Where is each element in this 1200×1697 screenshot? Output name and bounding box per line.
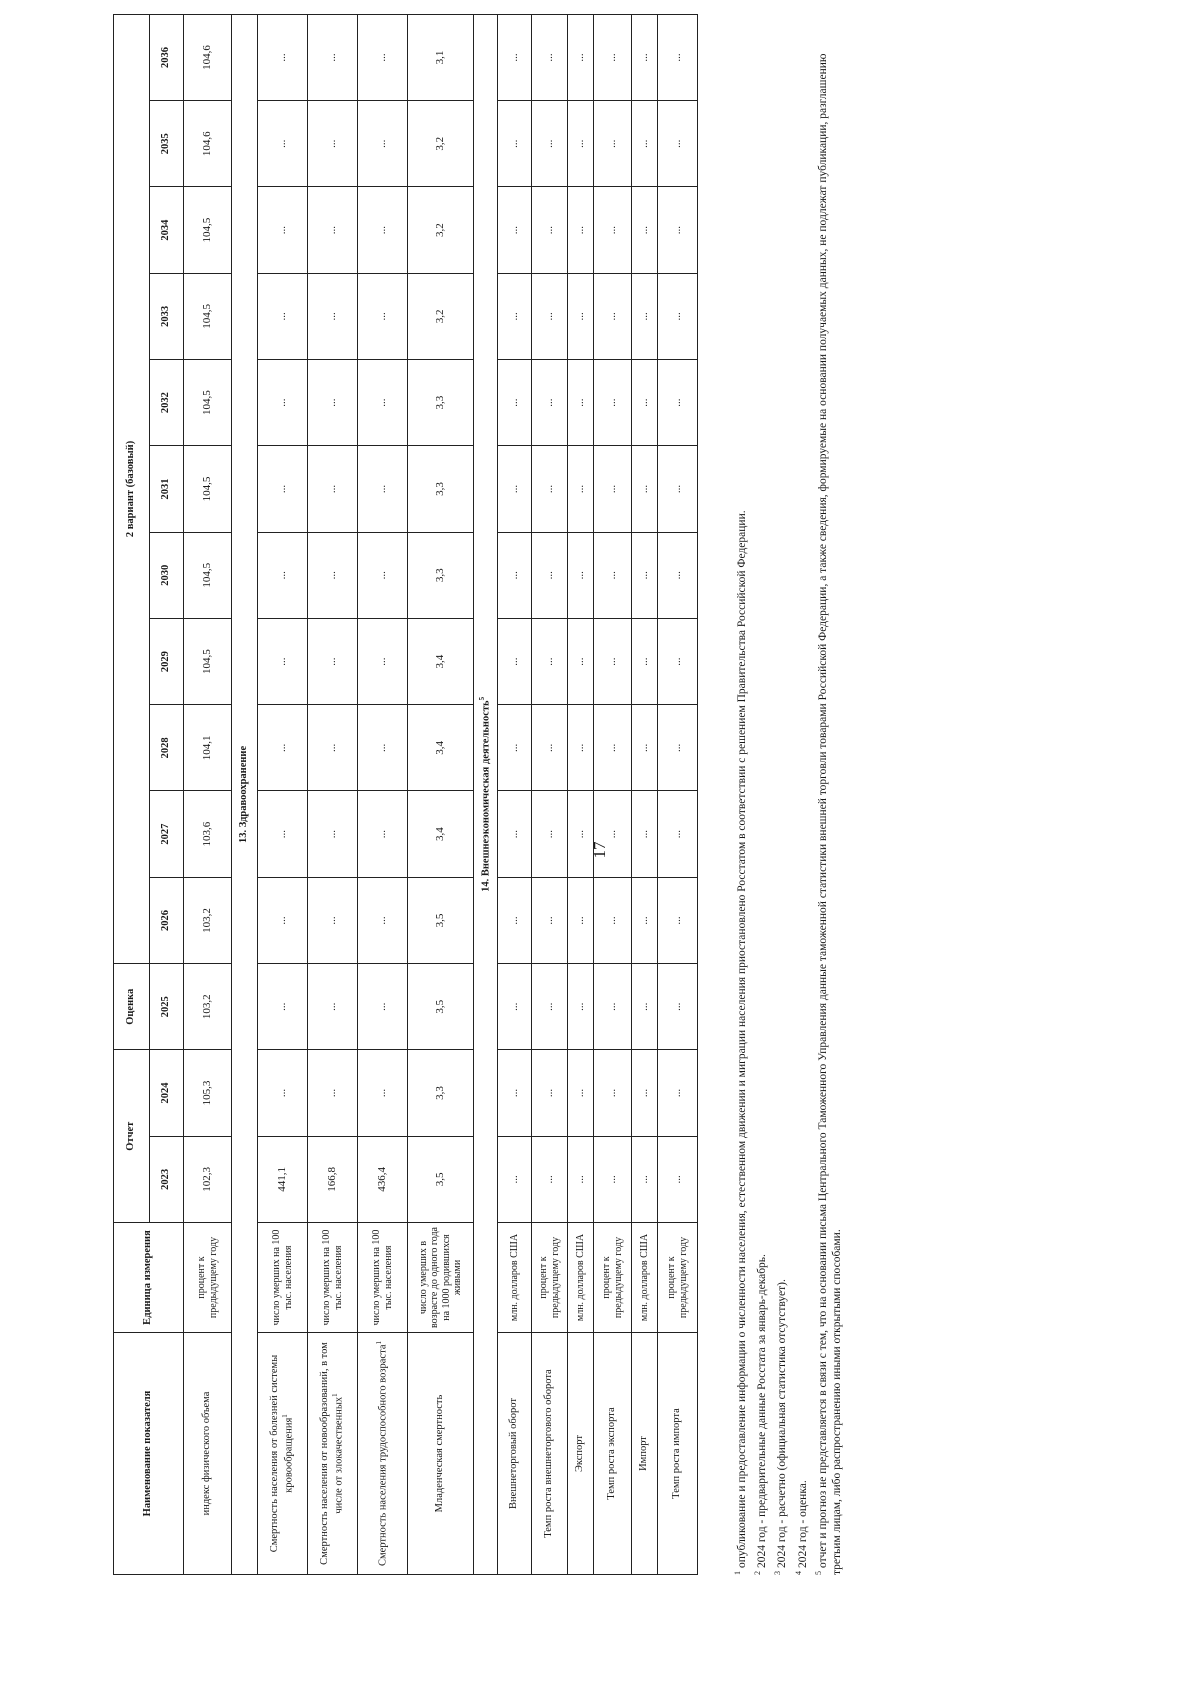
footnote-number: 5 (813, 1571, 823, 1575)
value-cell: 104,5 (184, 360, 232, 446)
value-cell: ... (532, 1050, 568, 1136)
indicator-name-text: Темп роста экспорта (606, 1407, 618, 1500)
value-cell: ... (308, 705, 358, 791)
footnote-text: 2024 год - предварительные данные Росстата за январь-декабрь. (756, 1254, 769, 1568)
unit-cell: число умерших на 100 тыс. населения (308, 1223, 358, 1333)
value-cell: ... (498, 360, 532, 446)
value-cell: ... (258, 618, 308, 704)
footnote-text: опубликование и предоставление информации о численности населения, естественном движении и миграции населения приостановлено Росстатом в соответствии с решением Правительства Российской Федерации. (735, 510, 748, 1568)
value-cell: ... (498, 1136, 532, 1222)
footnote-text: отчет и прогноз не представляется в связи с тем, что на основании письма Центрального Таможенного Управления данные таможенной статистики внешней торговли товарами Российской Федерации, а также сведения, формируемые на основании получаемых данных, не подлежат публикации, разглашению третьим лицам, либо распространению иными открытыми способами. (816, 53, 844, 1575)
value-cell: ... (658, 14, 698, 100)
unit-cell: число умерших на 100 тыс. населения (358, 1223, 408, 1333)
value-cell: ... (568, 360, 594, 446)
value-cell: 104,5 (184, 532, 232, 618)
indicator-name (532, 1333, 568, 1575)
value-cell: ... (632, 705, 658, 791)
value-cell: 3,3 (408, 532, 474, 618)
value-cell: ... (498, 532, 532, 618)
value-cell: ... (358, 705, 408, 791)
footnote-ref: 1 (331, 1393, 340, 1397)
value-cell: ... (594, 101, 632, 187)
header-year: 2023 (150, 1136, 184, 1222)
value-cell: ... (258, 360, 308, 446)
indicator-name-text: Смертность населения трудоспособного возраста (377, 1344, 389, 1566)
indicator-name (308, 1333, 358, 1575)
footnote-number: 3 (773, 1571, 783, 1575)
header-year: 2033 (150, 273, 184, 359)
unit-cell: число умерших в возрасте до одного года на 1000 родившихся живыми (408, 1223, 474, 1333)
value-cell: ... (532, 360, 568, 446)
value-cell: ... (632, 360, 658, 446)
header-year: 2029 (150, 618, 184, 704)
value-cell: ... (594, 273, 632, 359)
value-cell: ... (308, 1050, 358, 1136)
value-cell: ... (358, 877, 408, 963)
indicator-name (594, 1333, 632, 1575)
header-unit: Единица измерения (114, 1223, 184, 1333)
value-cell: ... (532, 273, 568, 359)
unit-cell: процент к предыдущему году (658, 1223, 698, 1333)
header-year: 2035 (150, 101, 184, 187)
header-year: 2025 (150, 964, 184, 1050)
footnote-ref: 5 (478, 696, 487, 701)
value-cell: ... (594, 964, 632, 1050)
table-row (594, 14, 632, 1574)
value-cell: ... (594, 187, 632, 273)
value-cell: ... (568, 791, 594, 877)
value-cell: ... (594, 1136, 632, 1222)
value-cell: ... (632, 964, 658, 1050)
footnote-text: 2024 год - расчетно (официальная статистика отсутствует). (776, 1279, 789, 1568)
footnote-number: 4 (793, 1571, 803, 1575)
unit-cell: млн. долларов США (632, 1223, 658, 1333)
value-cell: ... (258, 446, 308, 532)
value-cell: ... (658, 964, 698, 1050)
footnote (794, 15, 810, 1575)
footnote (733, 15, 749, 1575)
table-row (258, 14, 308, 1574)
value-cell: ... (594, 1050, 632, 1136)
indicator-table-container (113, 15, 689, 1575)
value-cell: ... (658, 705, 698, 791)
value-cell: ... (568, 101, 594, 187)
table-row (408, 14, 474, 1574)
header-year: 2031 (150, 446, 184, 532)
indicator-name-text: Внешнеторговый оборот (508, 1398, 520, 1509)
value-cell: ... (308, 791, 358, 877)
value-cell: ... (358, 101, 408, 187)
value-cell: 3,2 (408, 273, 474, 359)
value-cell: ... (498, 877, 532, 963)
value-cell: ... (658, 532, 698, 618)
value-cell: ... (594, 877, 632, 963)
value-cell: 166,8 (308, 1136, 358, 1222)
value-cell: ... (258, 532, 308, 618)
indicator-name-text: Темп роста импорта (671, 1408, 683, 1499)
table-row (632, 14, 658, 1574)
table-section-row (232, 14, 258, 1574)
table-row (568, 14, 594, 1574)
table-row (532, 14, 568, 1574)
table-row (658, 14, 698, 1574)
value-cell: ... (532, 705, 568, 791)
indicator-table (113, 14, 698, 1575)
value-cell: ... (498, 14, 532, 100)
value-cell: ... (568, 446, 594, 532)
indicator-name (358, 1333, 408, 1575)
value-cell: 3,4 (408, 618, 474, 704)
value-cell: ... (532, 14, 568, 100)
value-cell: ... (568, 964, 594, 1050)
value-cell: 102,3 (184, 1136, 232, 1222)
value-cell: ... (568, 187, 594, 273)
value-cell: ... (532, 1136, 568, 1222)
indicator-name-text: Экспорт (574, 1435, 586, 1473)
header-year: 2026 (150, 877, 184, 963)
value-cell: 104,5 (184, 446, 232, 532)
unit-cell: процент к предыдущему году (184, 1223, 232, 1333)
value-cell: ... (358, 964, 408, 1050)
footnote (753, 15, 769, 1575)
table-header-row-groups (114, 14, 150, 1574)
value-cell: 3,2 (408, 101, 474, 187)
header-year: 2027 (150, 791, 184, 877)
table-row (308, 14, 358, 1574)
value-cell: ... (308, 532, 358, 618)
indicator-name-text: Смертность населения от новообразований, в том числе от злокачественных (319, 1342, 345, 1565)
value-cell: ... (568, 705, 594, 791)
value-cell: 3,5 (408, 964, 474, 1050)
header-year: 2024 (150, 1050, 184, 1136)
value-cell: ... (632, 532, 658, 618)
value-cell: ... (568, 877, 594, 963)
value-cell: 436,4 (358, 1136, 408, 1222)
value-cell: ... (498, 964, 532, 1050)
value-cell: ... (532, 532, 568, 618)
footnotes (733, 15, 913, 1575)
footnote-ref: 1 (281, 1414, 290, 1418)
value-cell: ... (258, 273, 308, 359)
value-cell: ... (568, 618, 594, 704)
value-cell: ... (594, 532, 632, 618)
indicator-name (408, 1333, 474, 1575)
value-cell: 441,1 (258, 1136, 308, 1222)
section-title (232, 14, 258, 1574)
value-cell: 104,6 (184, 14, 232, 100)
table-body (184, 14, 698, 1574)
header-year: 2032 (150, 360, 184, 446)
footnote-ref: 1 (375, 1341, 384, 1345)
value-cell: ... (658, 1050, 698, 1136)
value-cell: 3,1 (408, 14, 474, 100)
value-cell: 3,2 (408, 187, 474, 273)
value-cell: 3,5 (408, 1136, 474, 1222)
value-cell: ... (568, 14, 594, 100)
header-year: 2028 (150, 705, 184, 791)
table-section-row (474, 14, 498, 1574)
value-cell: 3,4 (408, 705, 474, 791)
value-cell: ... (658, 187, 698, 273)
table-row (498, 14, 532, 1574)
value-cell: ... (594, 14, 632, 100)
value-cell: ... (632, 187, 658, 273)
header-indicator-name: Наименование показателя (114, 1333, 184, 1575)
value-cell: ... (632, 14, 658, 100)
footnote-text: 2024 год - оценка. (796, 1480, 809, 1568)
section-title-text: 14. Внешнеэкономическая деятельность (480, 700, 492, 892)
value-cell: 3,3 (408, 360, 474, 446)
header-year: 2030 (150, 532, 184, 618)
value-cell: ... (594, 446, 632, 532)
value-cell: ... (308, 618, 358, 704)
value-cell: ... (258, 1050, 308, 1136)
indicator-name-text: Импорт (638, 1436, 650, 1471)
value-cell: ... (358, 1050, 408, 1136)
header-group-variant: 2 вариант (базовый) (114, 14, 150, 963)
value-cell: ... (632, 618, 658, 704)
value-cell: 103,6 (184, 791, 232, 877)
value-cell: 104,5 (184, 187, 232, 273)
value-cell: 104,6 (184, 101, 232, 187)
value-cell: ... (498, 101, 532, 187)
value-cell: ... (498, 618, 532, 704)
unit-cell: процент к предыдущему году (594, 1223, 632, 1333)
value-cell: 3,3 (408, 1050, 474, 1136)
value-cell: ... (532, 101, 568, 187)
value-cell: ... (358, 446, 408, 532)
header-year: 2036 (150, 14, 184, 100)
value-cell: ... (308, 187, 358, 273)
value-cell: ... (632, 446, 658, 532)
page-number: 17 (590, 841, 609, 859)
value-cell: ... (532, 187, 568, 273)
value-cell: ... (358, 791, 408, 877)
value-cell: ... (308, 14, 358, 100)
indicator-name (258, 1333, 308, 1575)
value-cell: ... (532, 618, 568, 704)
unit-cell: млн. долларов США (568, 1223, 594, 1333)
indicator-name-text: Темп роста внешнеторгового оборота (543, 1369, 555, 1538)
value-cell: ... (308, 273, 358, 359)
value-cell: ... (658, 273, 698, 359)
value-cell: ... (658, 101, 698, 187)
footnote-number: 1 (733, 1571, 742, 1575)
value-cell: ... (658, 360, 698, 446)
value-cell: ... (658, 877, 698, 963)
value-cell: ... (632, 791, 658, 877)
value-cell: ... (258, 791, 308, 877)
value-cell: ... (308, 101, 358, 187)
value-cell: ... (532, 964, 568, 1050)
value-cell: ... (308, 446, 358, 532)
value-cell: ... (498, 705, 532, 791)
value-cell: ... (594, 360, 632, 446)
value-cell: ... (258, 964, 308, 1050)
indicator-name (568, 1333, 594, 1575)
value-cell: ... (258, 877, 308, 963)
value-cell: ... (358, 187, 408, 273)
value-cell: ... (632, 1136, 658, 1222)
footnote-number: 2 (753, 1571, 763, 1575)
value-cell: ... (658, 1136, 698, 1222)
value-cell: ... (594, 618, 632, 704)
value-cell: 3,4 (408, 791, 474, 877)
value-cell: ... (568, 273, 594, 359)
indicator-name (658, 1333, 698, 1575)
value-cell: ... (258, 187, 308, 273)
unit-cell: число умерших на 100 тыс. населения (258, 1223, 308, 1333)
indicator-name (184, 1333, 232, 1575)
value-cell: ... (258, 14, 308, 100)
value-cell: ... (358, 618, 408, 704)
value-cell: ... (532, 877, 568, 963)
value-cell: ... (568, 1050, 594, 1136)
value-cell: 105,3 (184, 1050, 232, 1136)
value-cell: ... (632, 1050, 658, 1136)
value-cell: ... (258, 101, 308, 187)
value-cell: 104,5 (184, 618, 232, 704)
unit-cell: млн. долларов США (498, 1223, 532, 1333)
value-cell: ... (498, 446, 532, 532)
indicator-name-text: Смертность населения от болезней системы кровообращения (269, 1354, 295, 1553)
value-cell: ... (594, 791, 632, 877)
header-year: 2034 (150, 187, 184, 273)
indicator-name (498, 1333, 532, 1575)
value-cell: ... (658, 446, 698, 532)
value-cell: ... (532, 446, 568, 532)
value-cell: ... (358, 360, 408, 446)
table-row (184, 14, 232, 1574)
value-cell: ... (632, 273, 658, 359)
table-row (358, 14, 408, 1574)
value-cell: 103,2 (184, 877, 232, 963)
value-cell: ... (358, 532, 408, 618)
value-cell: ... (308, 964, 358, 1050)
value-cell: ... (632, 101, 658, 187)
footnote (814, 15, 845, 1575)
value-cell: 104,5 (184, 273, 232, 359)
value-cell: ... (658, 618, 698, 704)
value-cell: ... (308, 877, 358, 963)
indicator-name-text: Младенческая смертность (434, 1394, 446, 1513)
value-cell: ... (658, 791, 698, 877)
value-cell: ... (532, 791, 568, 877)
value-cell: 3,3 (408, 446, 474, 532)
value-cell: ... (308, 360, 358, 446)
section-title-text: 13. Здравоохранение (238, 745, 250, 843)
value-cell: ... (258, 705, 308, 791)
unit-cell: процент к предыдущему году (532, 1223, 568, 1333)
value-cell: ... (568, 532, 594, 618)
value-cell: ... (498, 273, 532, 359)
value-cell: ... (498, 1050, 532, 1136)
indicator-name-text: индекс физического объема (201, 1391, 213, 1516)
indicator-name (632, 1333, 658, 1575)
value-cell: 3,5 (408, 877, 474, 963)
value-cell: ... (358, 273, 408, 359)
value-cell: ... (498, 791, 532, 877)
value-cell: 103,2 (184, 964, 232, 1050)
header-group-estimate: Оценка (114, 964, 150, 1050)
value-cell: ... (632, 877, 658, 963)
section-title (474, 14, 498, 1574)
value-cell: ... (498, 187, 532, 273)
value-cell: ... (568, 1136, 594, 1222)
value-cell: 104,1 (184, 705, 232, 791)
header-group-report: Отчет (114, 1050, 150, 1223)
footnote (773, 15, 789, 1575)
value-cell: ... (594, 705, 632, 791)
value-cell: ... (358, 14, 408, 100)
